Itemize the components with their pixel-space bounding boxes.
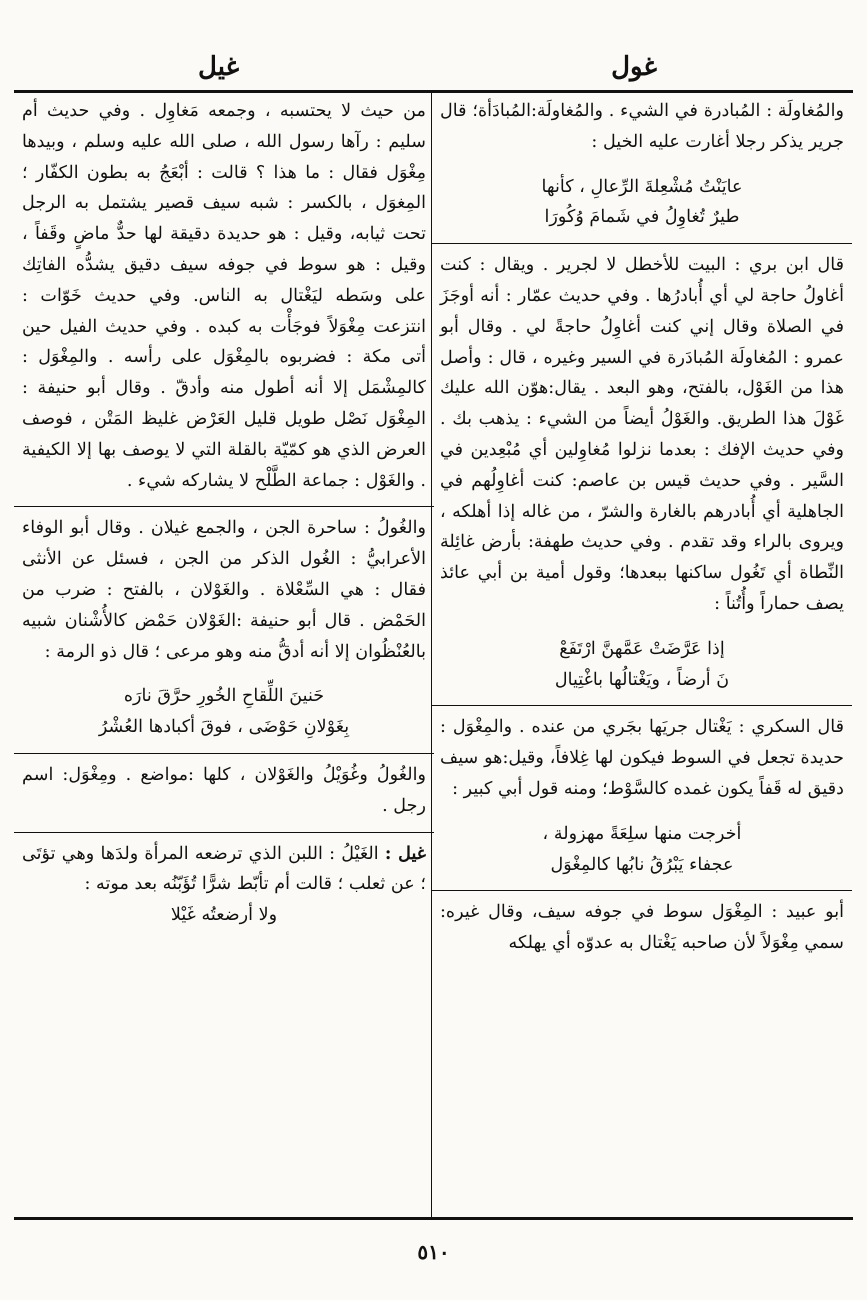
- paragraph: والغُولُ : ساحرة الجن ، والجمع غيلان . وقال أبو الوفاء الأعرابيُّ : الغُول الذكر من الجن ، فسئل عن الأنثى فقال : هي السِّعْلاة . والغَوْلان ، بالفتح : ضرب من الحَمْض . قال أبو حنيفة :الغَوْلان حَمْض كالأُشْنان شبيه بالعُنْظُوان إلا أنه أدقُّ منه وهو مرعى ؛ قال ذو الرمة :: [22, 518, 426, 662]
- verse-line: ولا أرضعتُه غَيْلا: [170, 905, 278, 926]
- top-rule: [14, 90, 853, 93]
- verse-line: إذا عَرَّضَتْ عَمَّهنَّ ارْتَفَعْ: [559, 638, 725, 659]
- entry-text: الغَيْلُ : اللبن الذي ترضعه المرأة ولدَها وهي تؤتَى ؛ عن ثعلب ؛ قالت أم تأبّط شرًّا تُؤَبّنُه بعد موته :: [22, 843, 426, 895]
- paragraph: والمُغاولَة : المُبادرة في الشيء . والمُغاولَة:المُبادَأة؛ قال جرير يذكر رجلا أغارت عليه الخيل :: [440, 101, 844, 152]
- verse-line: بِغَوْلانِ حَوْضَى ، فوقَ أكبادها العُشْرُ: [98, 717, 350, 738]
- verse: [432, 634, 852, 696]
- verse: [14, 900, 434, 931]
- entry-paragraph: [14, 839, 434, 901]
- section-separator: [14, 506, 434, 507]
- verse: [432, 172, 852, 234]
- verse-line: أخرجت منها سلِعَةً مهزولة ،: [542, 823, 742, 844]
- bottom-rule: [14, 1217, 853, 1220]
- section-separator: [14, 753, 434, 754]
- section-separator: [14, 832, 434, 833]
- section-separator: [432, 243, 852, 244]
- verse: [14, 681, 434, 743]
- right-column-header: غول: [611, 52, 657, 82]
- paragraph: أبو عبيد : المِغْوَل سوط في جوفه سيف، وقال غيره: سمي مِغْوَلاً لأن صاحبه يَغْتال به عدوّه أي يهلكه: [440, 902, 844, 954]
- page-number: ٥١٠: [417, 1240, 450, 1264]
- right-column: [432, 96, 852, 1214]
- section-separator: [432, 705, 852, 706]
- verse-line: حَنينَ اللِّقاحِ الخُورِ حرَّقَ نارَه: [123, 686, 325, 707]
- left-column: [14, 96, 434, 1214]
- verse: [432, 819, 852, 881]
- left-column-header: غيل: [198, 52, 240, 82]
- paragraph: قال ابن بري : البيت للأخطل لا لجرير . ويقال : كنت أغاولُ حاجة لي أي أُبادرُها . وفي حديث عمّار : أنه أوجَزَ في الصلاة وقال إني كنت أغاوِلُ حاجةً لي . وقال أبو عمرو : المُغاولَة المُبادَرة في السير وغيره ، قال : وأصل هذا من الغَوْل، بالفتح، وهو البعد . يقال:هوّن الله عليك غَوْلَ هذا الطريق. والغَوْلُ أيضاً من الشيء : يذهب بك . وفي حديث الإفك : بعدما نزلوا مُغاوِلين أي مُبْعِدين في السَّير . وفي حديث قيس بن عاصم: كنت أغاوِلُهم في الجاهلية أي أُبادرهم بالغارة والشرّ ، من غاله إذا أهلكه ، ويروى بالراء وقد تقدم . وفي حديث طهفة: بأرض غائِلة النِّطاة أي تَغُول ساكنها ببعدها؛ وقول أمية بن أبي عائذ يصف حماراً وأُتُناً :: [440, 255, 844, 614]
- verse-line: طيرٌ تُغاوِلُ في شَمامَ وُكُورَا: [544, 207, 740, 228]
- entry-headword: غيل :: [384, 842, 426, 864]
- paragraph: قال السكري : يَغْتال جريَها بجَري من عنده . والمِغْوَل : حديدة تجعل في السوط فيكون لها غِلافاً، وقيل:هو سيف دقيق له قَفاً يكون غمده كالسَّوْط؛ ومنه قول أبي كبير :: [440, 717, 844, 799]
- verse-line: عجفاء يَبْرُقُ نابُها كالمِغْوَل: [550, 854, 734, 875]
- verse-line: عايَنْتُ مُشْعِلةَ الرِّعالِ ، كأنها: [541, 176, 743, 197]
- paragraph: من حيث لا يحتسبه ، وجمعه مَغاوِل . وفي حديث أم سليم : رآها رسول الله ، صلى الله عليه وسلم ، وبيدها مِغْوَل فقال : ما هذا ؟ قالت : أبْعَجُ به بطون الكفّار ؛ المِغوَل ، بالكسر : شبه سيف قصير يشتمل به الرجل تحت ثيابه، وقيل : هو حديدة دقيقة لها حدٌّ ماضٍ وقَفاً ، وقيل : هو سوط في جوفه سيف دقيق يشدُّه الفاتِك على وسَطه ليَغْتال به الناس. وفي حديث خَوّات : انتزعت مِغْوَلاً فوجَأْت به كبده . وفي حديث الفيل حين أتى مكة : فضربوه بالمِغْوَل على رأسه . والمِغْوَل : كالمِشْمَل إلا أنه أطول منه وأدقّ . وقال أبو حنيفة : المِغْوَل نَصْل طويل قليل العَرْض غليظ المَتْن ، فوصف العرض الذي هو كمّيّة بالقلة التي لا يوصف بها إلا الكيفية . والغَوْل : جماعة الطَّلْح لا يشاركه شيء .: [22, 101, 426, 491]
- verse-line: نَ أرضاً ، ويَغْتالُها باغْتِيال: [554, 669, 730, 690]
- section-separator: [432, 890, 852, 891]
- paragraph: والغُولُ وغُوَيْلُ والغَوْلان ، كلها :مواضع . ومِغْوَل: اسم رجل .: [22, 764, 426, 816]
